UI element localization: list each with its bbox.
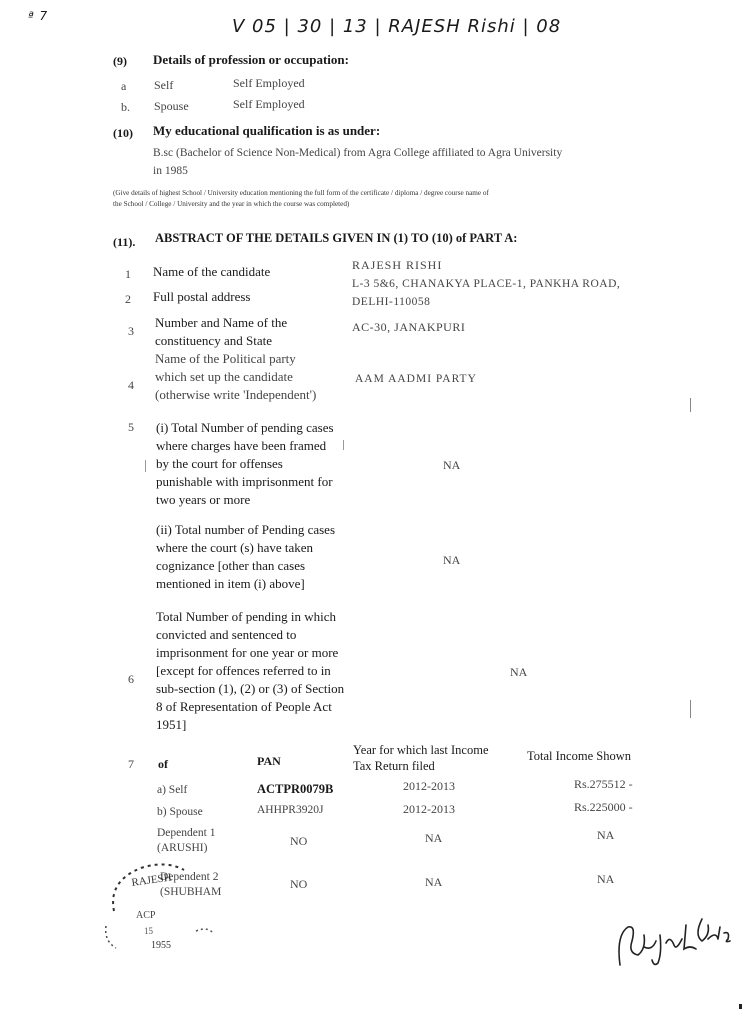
section-11-number: (11). [113, 235, 136, 249]
table-row-income: NA [597, 828, 615, 842]
table-row-year: NA [425, 831, 443, 845]
scan-mark [690, 398, 691, 412]
section-10-note: (Give details of highest School / University education mentioning the full form of the certificate / diploma / degree course name of [113, 189, 489, 197]
section-9-row-letter: b. [121, 100, 130, 114]
scan-mark [145, 460, 146, 472]
abstract-row-label: Full postal address [153, 289, 251, 304]
section-9-row-who: Spouse [154, 99, 189, 113]
abstract-row-number: 1 [125, 267, 131, 281]
section-9-row-value: Self Employed [233, 76, 305, 90]
abstract-row-value-continued: DELHI-110058 [352, 296, 431, 308]
abstract-row-label: Total Number of pending in which convicted and sentenced to imprisonment for one year or more [except for offences referred to in sub-section (1), (2) or (3) of Section 8 of Representation of People Act 1951] [156, 609, 345, 732]
table-row-who: Dependent 2 (SHUBHAM [160, 871, 222, 898]
abstract-row-number: 2 [125, 292, 131, 306]
svg-text:RAJESH: RAJESH [130, 871, 173, 889]
abstract-row-label: Number and Name of the constituency and State [155, 315, 288, 348]
table-row-year: 2012-2013 [403, 802, 455, 816]
abstract-row-label: Name of the candidate [153, 264, 271, 279]
handwritten-reference: V 05 | 30 | 13 | RAJESH Rishi | 08 [232, 16, 562, 37]
abstract-row-value: RAJESH RISHI [352, 258, 443, 272]
table-row-year: NA [425, 875, 443, 889]
abstract-row-value: AAM AADMI PARTY [355, 373, 477, 385]
table-row-income: NA [597, 872, 615, 886]
section-10-number: (10) [113, 126, 133, 140]
signature [612, 905, 737, 975]
abstract-row-value: AC-30, JANAKPURI [352, 320, 466, 334]
section-10-note-continued: the School / College / University and the year in which the course was completed) [113, 200, 350, 208]
section-10-heading: My educational qualification is as under: [153, 123, 381, 138]
abstract-row-value: NA [443, 553, 461, 567]
abstract-row-value: L-3 5&6, CHANAKYA PLACE-1, PANKHA ROAD, [352, 278, 621, 290]
abstract-row-label: (i) Total Number of pending cases where charges have been framed by the court for offenses punishable with imprisonment for two years or more [156, 420, 334, 507]
table-row-who: a) Self [157, 784, 188, 796]
table-row-pan: NO [290, 834, 308, 848]
abstract-row-label: Name of the Political party which set up the candidate (otherwise write 'Independent') [155, 351, 317, 402]
section-10-body-continued: in 1985 [153, 165, 188, 177]
abstract-row-value: NA [510, 665, 528, 679]
table-header-income: Total Income Shown [527, 749, 631, 763]
section-11-heading: ABSTRACT OF THE DETAILS GIVEN IN (1) TO (10) of PART A: [155, 231, 518, 245]
table-row-income: Rs.225000 - [574, 800, 633, 814]
scan-mark [739, 1004, 742, 1009]
abstract-row-number: 4 [128, 378, 134, 392]
svg-text:ACP: ACP [136, 910, 156, 921]
scan-mark [343, 440, 344, 450]
table-header-year: Year for which last Income Tax Return filed [353, 743, 489, 773]
table-row-who: b) Spouse [157, 806, 203, 818]
table-row-pan: NO [290, 877, 308, 891]
abstract-row-label: (ii) Total number of Pending cases where the court (s) have taken cognizance [other than cases mentioned in item (i) above] [156, 522, 336, 591]
abstract-row-value: NA [443, 458, 461, 472]
corner-mark: ª 7 [28, 9, 49, 23]
table-row-year: 2012-2013 [403, 779, 455, 793]
table-header-of: of [158, 757, 168, 771]
table-row-who: Dependent 1 (ARUSHI) [157, 827, 216, 854]
section-9-row-who: Self [154, 78, 174, 92]
abstract-row-number: 7 [128, 757, 134, 771]
abstract-row-number: 3 [128, 324, 134, 338]
scan-mark [690, 700, 691, 718]
section-9-number: (9) [113, 54, 127, 68]
abstract-row-number: 6 [128, 672, 134, 686]
official-stamp [96, 856, 226, 956]
section-9-row-value: Self Employed [233, 97, 305, 111]
section-9-row-letter: a [121, 79, 127, 93]
svg-text:15: 15 [144, 926, 153, 936]
table-row-pan: AHHPR3920J [257, 804, 324, 816]
section-9-heading: Details of profession or occupation: [153, 52, 349, 67]
table-row-income: Rs.275512 - [574, 777, 633, 791]
abstract-row-number: 5 [128, 420, 134, 434]
section-10-body: B.sc (Bachelor of Science Non-Medical) from Agra College affiliated to Agra University [153, 147, 563, 159]
table-header-pan: PAN [257, 754, 281, 768]
table-row-pan: ACTPR0079B [257, 782, 334, 796]
svg-text:1955: 1955 [151, 940, 171, 951]
